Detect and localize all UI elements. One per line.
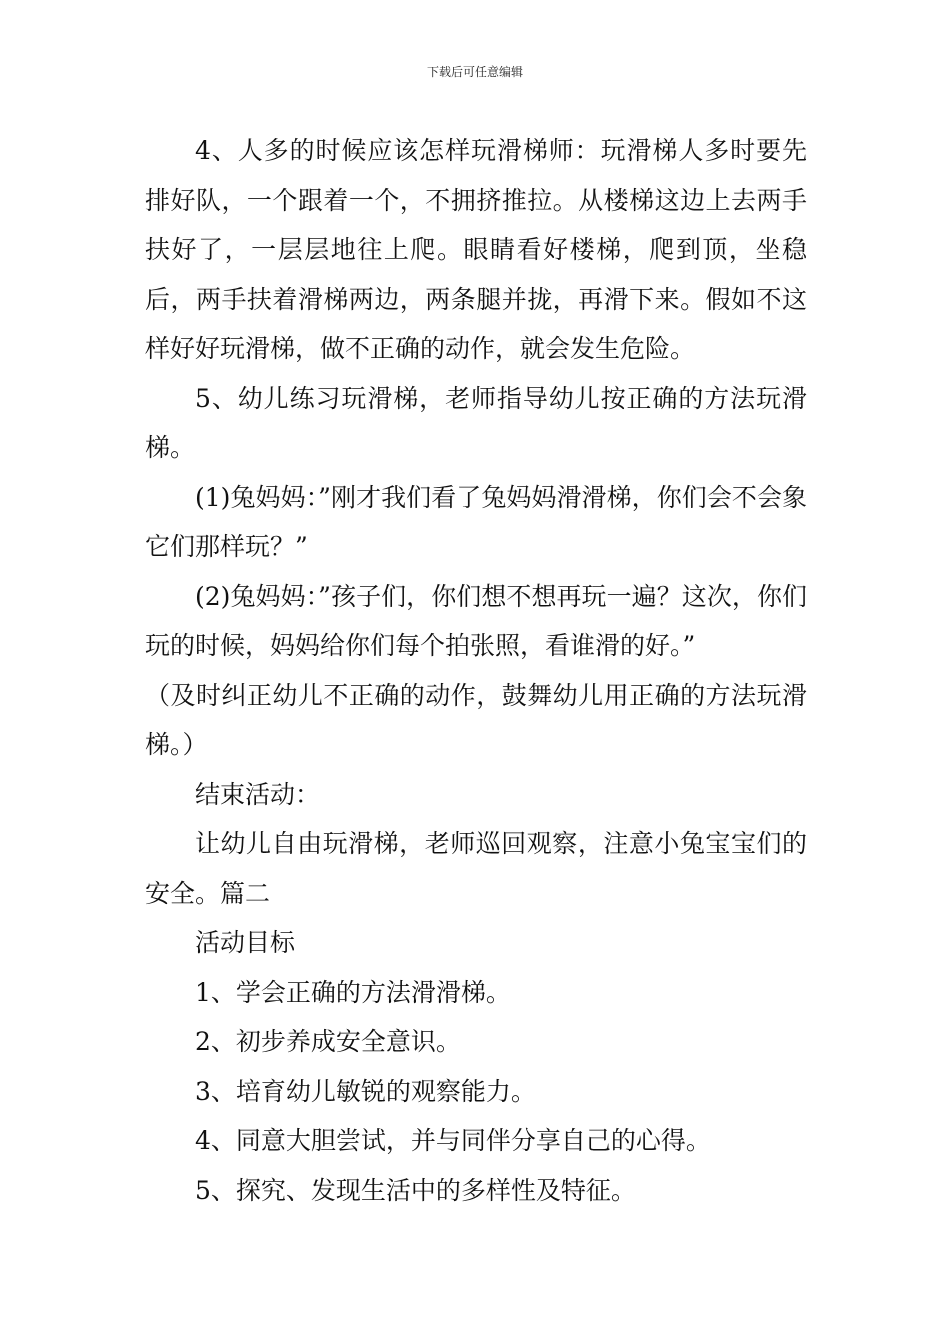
paragraph-free-play: 让幼儿自由玩滑梯，老师巡回观察，注意小兔宝宝们的安全。篇二 [145,829,807,908]
paragraph-slide-rules-crowded: 4、人多的时候应该怎样玩滑梯师：玩滑梯人多时要先排好队，一个跟着一个，不拥挤推拉。从楼梯这边上去两手扶好了，一层层地往上爬。眼睛看好楼梯，爬到顶，坐稳后，两手扶着滑梯两边，两条腿并拢，再滑下来。假如不这样好好玩滑梯，做不正确的动作，就会发生危险。 [145,136,807,363]
paragraph-goal-3: 3、培育幼儿敏锐的观察能力。 [195,1076,536,1106]
paragraph-goal-4: 4、同意大胆尝试，并与同伴分享自己的心得。 [195,1126,711,1155]
paragraph-goal-1: 1、学会正确的方法滑滑梯。 [195,977,511,1007]
document-body [145,126,807,1215]
paragraph-goals-heading: 活动目标 [195,928,296,957]
paragraph-rabbit-mother-2: (2)兔妈妈：”孩子们，你们想不想再玩一遍？这次，你们玩的时候，妈妈给你们每个拍张照，看谁滑的好。” [145,581,807,660]
paragraph-correction-note: （及时纠正幼儿不正确的动作，鼓舞幼儿用正确的方法玩滑梯。） [145,680,807,759]
paragraph-practice-slide: 5、幼儿练习玩滑梯，老师指导幼儿按正确的方法玩滑梯。 [145,383,807,462]
paragraph-rabbit-mother-1: (1)兔妈妈：”刚才我们看了兔妈妈滑滑梯，你们会不会象它们那样玩？” [145,482,807,561]
paragraph-goal-5: 5、探究、发现生活中的多样性及特征。 [195,1175,636,1205]
paragraph-ending-activity-heading: 结束活动： [195,779,321,809]
page-header: 下载后可任意编辑 [426,65,523,79]
paragraph-goal-2: 2、初步养成安全意识。 [195,1027,461,1056]
